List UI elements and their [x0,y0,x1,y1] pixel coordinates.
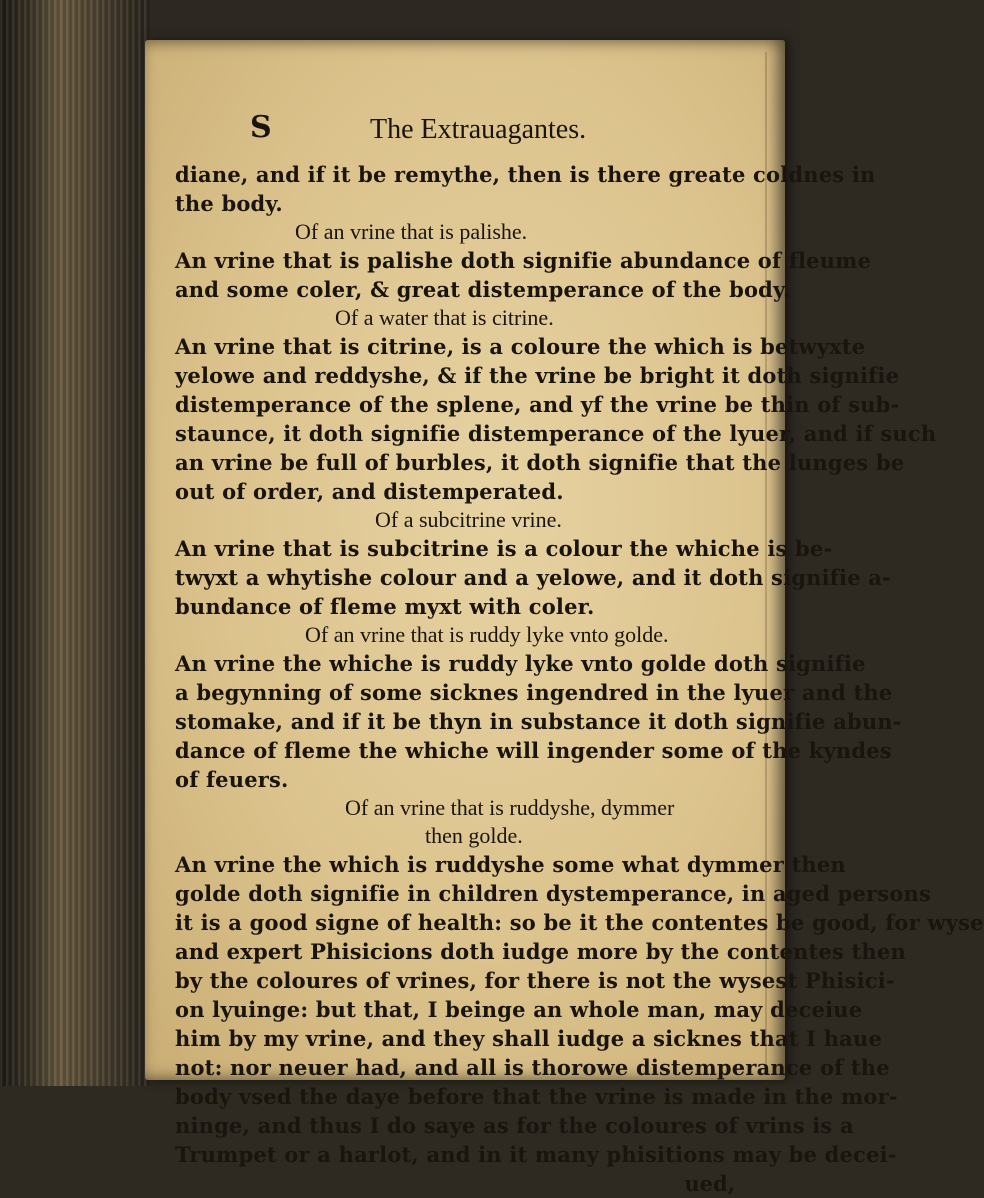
text-line: golde doth signifie in children dystemperance, in aged persons [175,881,932,906]
text-line: ninge, and thus I do saye as for the coloures of vrins is a [175,1113,854,1138]
left-page-edge [0,0,150,1086]
text-line: Trumpet or a harlot, and in it many phisitions may be decei- [175,1142,897,1167]
text-line: not: nor neuer had, and all is thorowe distemperance of the [175,1055,890,1080]
text-line: bundance of fleme myxt with coler. [175,594,595,619]
text-line: out of order, and distemperated. [175,479,564,504]
section-heading: Of an vrine that is palishe. [295,219,528,244]
text-line: and expert Phisicions doth iudge more by the contentes then [175,939,906,964]
text-line: An vrine that is subcitrine is a colour the whiche is be- [175,536,833,561]
text-line: an vrine be full of burbles, it doth signifie that the lunges be [175,450,905,475]
running-title: The Extrauagantes. [370,114,587,145]
text-line: twyxt a whytishe colour and a yelowe, and it doth signifie a- [175,565,891,590]
text-line: body vsed the daye before that the vrine is made in the mor- [175,1084,898,1109]
page-header [250,110,750,150]
text-line: An vrine that is citrine, is a coloure the which is betwyxte [175,334,866,359]
text-line: him by my vrine, and they shall iudge a sicknes that I haue [175,1026,883,1051]
text-line: and some coler, & great distemperance of the body. [175,277,791,302]
text-line: An vrine the which is ruddyshe some what dymmer then [175,852,846,877]
section-heading-continued: then golde. [425,823,523,848]
signature-mark: S [250,110,272,145]
text-line: An vrine that is palishe doth signifie abundance of fleume [175,248,872,273]
text-line: An vrine the whiche is ruddy lyke vnto golde doth signifie [175,651,866,676]
text-line: staunce, it doth signifie distemperance of the lyuer, and if such [175,421,937,446]
text-line: stomake, and if it be thyn in substance it doth signifie abun- [175,709,902,734]
text-line: it is a good signe of health: so be it the contentes be good, for wyse [175,910,984,935]
page-body-text [175,160,984,1198]
text-line: by the coloures of vrines, for there is not the wysest Phisici- [175,968,895,993]
section-heading: Of a subcitrine vrine. [375,507,562,532]
text-line: diane, and if it be remythe, then is there greate coldnes in [175,162,876,187]
book-page [145,40,984,1196]
section-heading: Of a water that is citrine. [335,305,554,330]
text-line: yelowe and reddyshe, & if the vrine be bright it doth signifie [175,363,900,388]
catchword: ued, [684,1171,735,1196]
text-line: on lyuinge: but that, I beinge an whole man, may deceiue [175,997,863,1022]
text-line: a begynning of some sicknes ingendred in the lyuer and the [175,680,893,705]
text-line: dance of fleme the whiche will ingender some of the kyndes [175,738,892,763]
text-line: distemperance of the splene, and yf the vrine be thin of sub- [175,392,900,417]
text-line: of feuers. [175,767,289,792]
text-line: the body. [175,191,283,216]
section-heading: Of an vrine that is ruddyshe, dymmer [345,795,675,820]
section-heading: Of an vrine that is ruddy lyke vnto golde. [305,622,669,647]
